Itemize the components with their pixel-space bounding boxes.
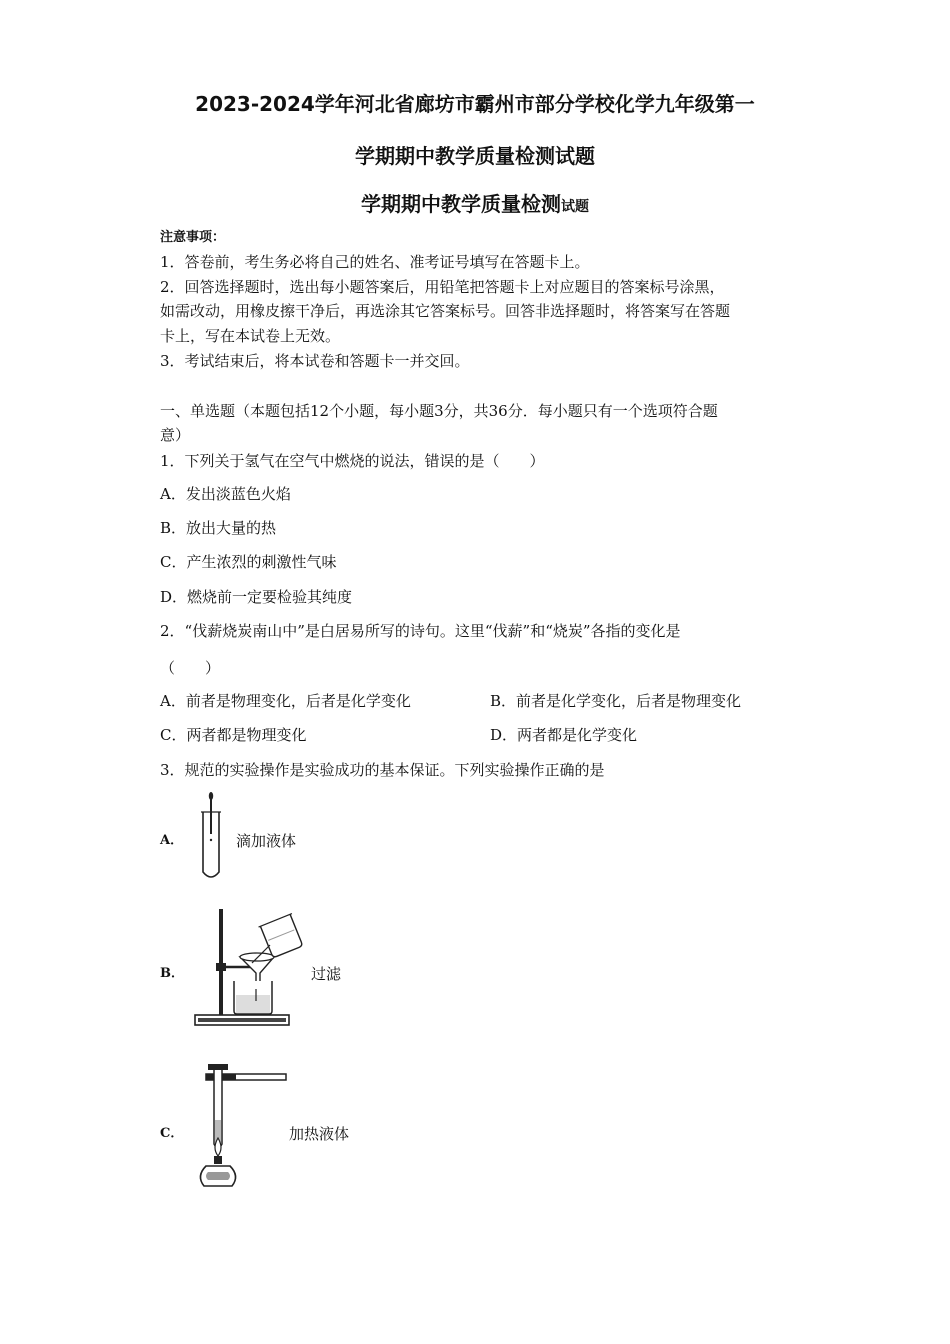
- q1-option-b: B．放出大量的热: [160, 519, 277, 537]
- q3-option-c-caption: 加热液体: [289, 1125, 350, 1143]
- notice-item: 如需改动，用橡皮擦干净后，再选涂其它答案标号。回答非选择题时，将答案写在答题: [160, 302, 731, 320]
- q3-option-c-letter: C．: [160, 1126, 184, 1141]
- exam-title-line3-suffix: 试题: [561, 199, 589, 215]
- question-2-stem-line2: （ ）: [160, 659, 221, 677]
- question-3-stem: 3．规范的实验操作是实验成功的基本保证。下列实验操作正确的是: [160, 761, 605, 779]
- q3-option-b-caption: 过滤: [311, 965, 342, 983]
- section-heading-line2: 意）: [160, 426, 191, 444]
- q1-option-c: C．产生浓烈的刺激性气味: [160, 553, 337, 571]
- notice-item: 2．回答选择题时，选出每小题答案后，用铅笔把答题卡上对应题目的答案标号涂黑，: [160, 278, 725, 296]
- notice-item: 卡上，写在本试卷上无效。: [160, 327, 341, 345]
- notice-item: 1．答卷前，考生务必将自己的姓名、准考证号填写在答题卡上。: [160, 253, 590, 271]
- filtration-setup-icon: [190, 905, 305, 1029]
- q3-option-b-letter: B．: [160, 966, 184, 981]
- q1-option-d: D．燃烧前一定要检验其纯度: [160, 588, 353, 606]
- q1-option-a: A．发出淡蓝色火焰: [160, 485, 291, 503]
- q3-option-a-caption: 滴加液体: [236, 832, 297, 850]
- q3-option-a-letter: A．: [160, 833, 184, 848]
- q2-option-b: B．前者是化学变化，后者是物理变化: [490, 692, 742, 710]
- notice-item: 3．考试结束后，将本试卷和答题卡一并交回。: [160, 352, 470, 370]
- q2-option-d: D．两者都是化学变化: [490, 726, 638, 744]
- question-2-stem-line1: 2．“伐薪烧炭南山中”是白居易所写的诗句。这里“伐薪”和“烧炭”各指的变化是: [160, 622, 681, 640]
- question-1-stem: 1．下列关于氢气在空气中燃烧的说法，错误的是（ ）: [160, 452, 545, 470]
- exam-title-line1: 2023-2024学年河北省廊坊市霸州市部分学校化学九年级第一: [195, 92, 755, 116]
- q2-option-a: A．前者是物理变化，后者是化学变化: [160, 692, 411, 710]
- exam-title-line2: 学期期中教学质量检测试题: [355, 144, 595, 168]
- exam-title-line3-main: 学期期中教学质量检测: [361, 192, 561, 216]
- section-heading-line1: 一、单选题（本题包括12个小题，每小题3分，共36分．每小题只有一个选项符合题: [160, 402, 718, 420]
- dropper-test-tube-icon: [196, 790, 226, 882]
- exam-title-line3: [0, 188, 950, 217]
- heating-test-tube-icon: [196, 1060, 292, 1190]
- q2-option-c: C．两者都是物理变化: [160, 726, 307, 744]
- notice-heading: 注意事项：: [160, 230, 226, 245]
